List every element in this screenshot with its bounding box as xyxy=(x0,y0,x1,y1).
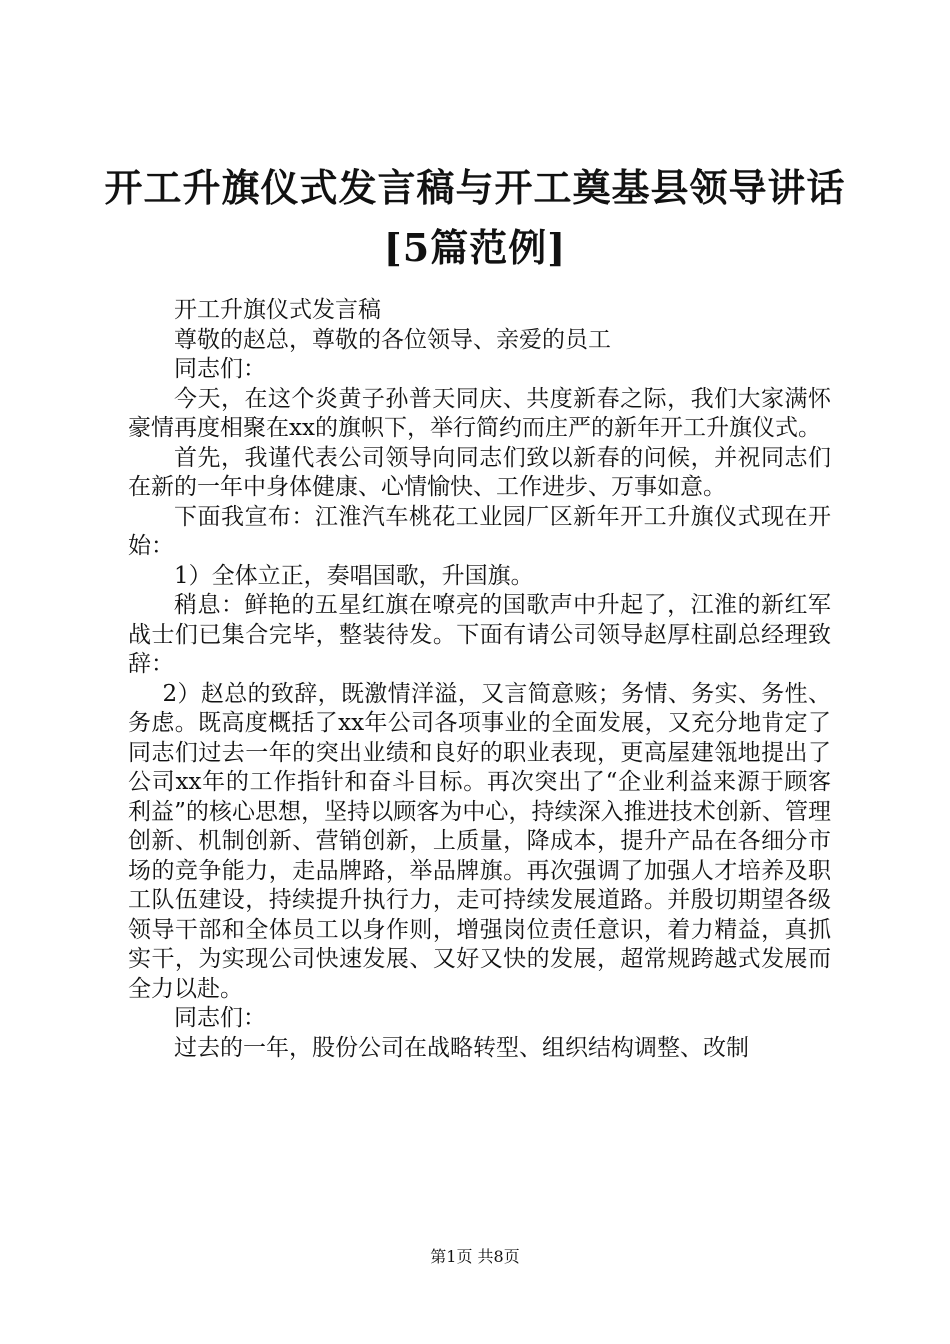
paragraph: 下面我宣布：江淮汽车桃花工业园厂区新年开工升旗仪式现在开始： xyxy=(128,503,831,559)
salutation-comrades: 同志们： xyxy=(174,1005,266,1031)
document-title: 开工升旗仪式发言稿与开工奠基县领导讲话[5篇范例] xyxy=(104,165,846,270)
page-number: 第1页 共8页 xyxy=(430,1247,520,1266)
salutation-comrades: 同志们： xyxy=(174,356,266,382)
section-heading: 开工升旗仪式发言稿 xyxy=(174,297,381,323)
document-body xyxy=(128,296,831,1063)
salutation: 尊敬的赵总，尊敬的各位领导、亲爱的员工 xyxy=(174,326,611,353)
paragraph: 2）赵总的致辞，既激情洋溢，又言简意赅；务情、务实、务性、务虑。既高度概括了xx年公司各项事业的全面发展，又充分地肯定了同志们过去一年的突出业绩和良好的职业表现，更高屋建瓴地提出了公司xx年的工作指针和奋斗目标。再次突出了“企业利益来源于顾客利益”的核心思想，坚持以顾客为中心，持续深入推进技术创新、管理创新、机制创新、营销创新，上质量，降成本，提升产品在各细分市场的竞争能力，走品牌路，举品牌旗。再次强调了加强人才培养及职工队伍建设，持续提升执行力，走可持续发展道路。并殷切期望各级领导干部和全体员工以身作则，增强岗位责任意识，着力精益，真抓实干，为实现公司快速发展、又好又快的发展，超常规跨越式发展而全力以赴。 xyxy=(128,680,831,1002)
paragraph: 稍息：鲜艳的五星红旗在嘹亮的国歌声中升起了，江淮的新红军战士们已集合完毕，整装待发。下面有请公司领导赵厚柱副总经理致辞： xyxy=(128,592,831,677)
paragraph: 过去的一年，股份公司在战略转型、组织结构调整、改制 xyxy=(174,1034,749,1061)
paragraph: 今天，在这个炎黄子孙普天同庆、共度新春之际，我们大家满怀豪情再度相聚在xx的旗帜下，举行简约而庄严的新年开工升旗仪式。 xyxy=(128,385,831,441)
paragraph: 首先，我谨代表公司领导向同志们致以新春的问候，并祝同志们在新的一年中身体健康、心情愉快、工作进步、万事如意。 xyxy=(128,444,831,500)
paragraph: 1）全体立正，奏唱国歌，升国旗。 xyxy=(174,562,534,589)
